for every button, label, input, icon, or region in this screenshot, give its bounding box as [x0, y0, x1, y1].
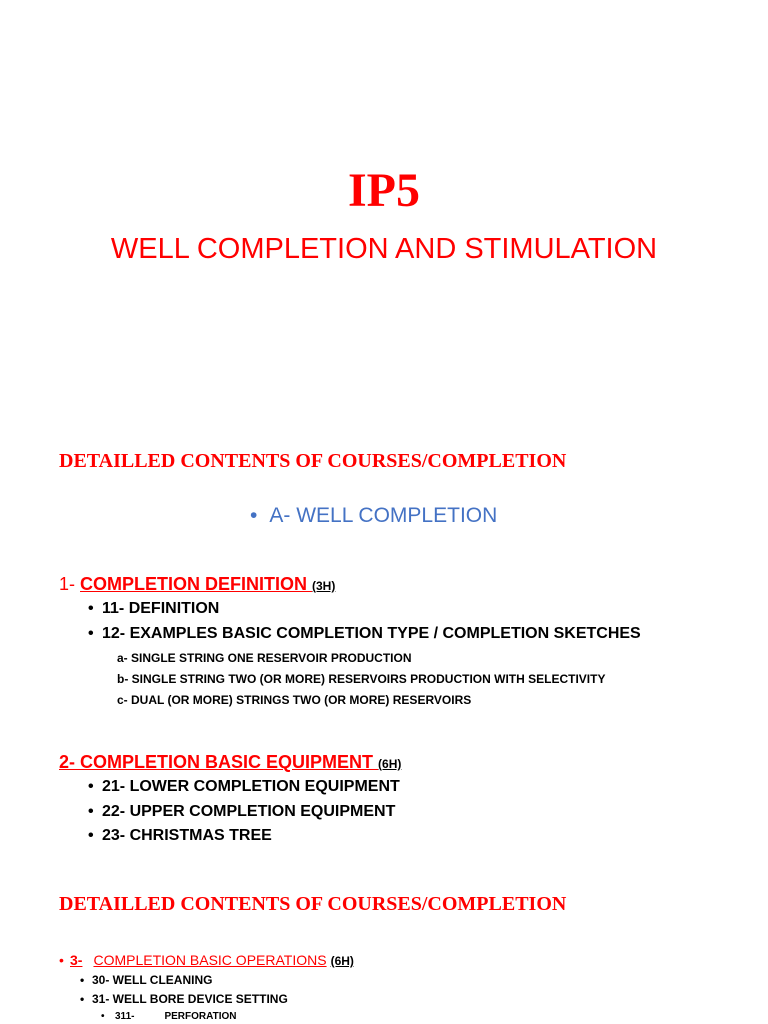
bullet-icon: • [101, 1011, 105, 1022]
bullet-icon: • [88, 778, 94, 795]
section-1-prefix: 1- [59, 574, 81, 594]
list-item [88, 801, 395, 823]
bullet-icon: • [59, 952, 64, 968]
sub-list-item: a- SINGLE STRING ONE RESERVOIR PRODUCTION [117, 651, 412, 665]
bullet-icon: • [88, 803, 94, 820]
list-item-label: 11- DEFINITION [102, 600, 220, 617]
sub-list-item [101, 1010, 237, 1024]
section-3-heading [59, 950, 354, 971]
section-2-hours: (6H) [378, 757, 402, 771]
bullet-icon: • [80, 973, 85, 987]
bullet-icon: • [80, 992, 85, 1006]
list-item-label: 12- EXAMPLES BASIC COMPLETION TYPE / COMPLETION SKETCHES [102, 625, 641, 642]
section-1-hours: (3H) [312, 579, 336, 593]
bullet-icon: • [88, 625, 94, 642]
section-3-title: COMPLETION BASIC OPERATIONS [93, 952, 327, 968]
list-item [80, 991, 288, 1007]
contents-heading: DETAILLED CONTENTS OF COURSES/COMPLETION [59, 450, 567, 472]
list-item-label: 30- WELL CLEANING [92, 973, 213, 987]
list-item-label: 31- WELL BORE DEVICE SETTING [92, 992, 288, 1006]
section-3-number: 3- [70, 952, 83, 968]
list-item-label: 23- CHRISTMAS TREE [102, 827, 272, 844]
section-1-heading [59, 572, 335, 598]
list-item [88, 825, 272, 847]
page-subtitle: WELL COMPLETION AND STIMULATION [110, 233, 658, 265]
list-item [88, 598, 219, 620]
list-item [88, 776, 400, 798]
sub-item-label: PERFORATION [164, 1011, 237, 1022]
section-a-heading [250, 502, 497, 530]
sub-list-item: b- SINGLE STRING TWO (OR MORE) RESERVOIRS PRODUCTION WITH SELECTIVITY [117, 672, 606, 686]
section-1-title: COMPLETION DEFINITION [80, 574, 313, 594]
contents-heading: DETAILLED CONTENTS OF COURSES/COMPLETION [59, 893, 567, 915]
section-a-label: A- WELL COMPLETION [269, 504, 498, 527]
bullet-icon: • [88, 827, 94, 844]
section-3-hours: (6H) [330, 954, 354, 968]
bullet-icon: • [250, 504, 258, 527]
section-2-title: 2- COMPLETION BASIC EQUIPMENT [59, 752, 379, 772]
list-item [88, 623, 641, 645]
page-title: IP5 [348, 164, 420, 217]
list-item-label: 21- LOWER COMPLETION EQUIPMENT [102, 778, 400, 795]
sub-item-number: 311- [115, 1011, 135, 1022]
sub-list-item: c- DUAL (OR MORE) STRINGS TWO (OR MORE) RESERVOIRS [117, 693, 472, 707]
list-item [80, 972, 212, 988]
list-item-label: 22- UPPER COMPLETION EQUIPMENT [102, 803, 396, 820]
section-2-heading [59, 750, 401, 776]
bullet-icon: • [88, 600, 94, 617]
